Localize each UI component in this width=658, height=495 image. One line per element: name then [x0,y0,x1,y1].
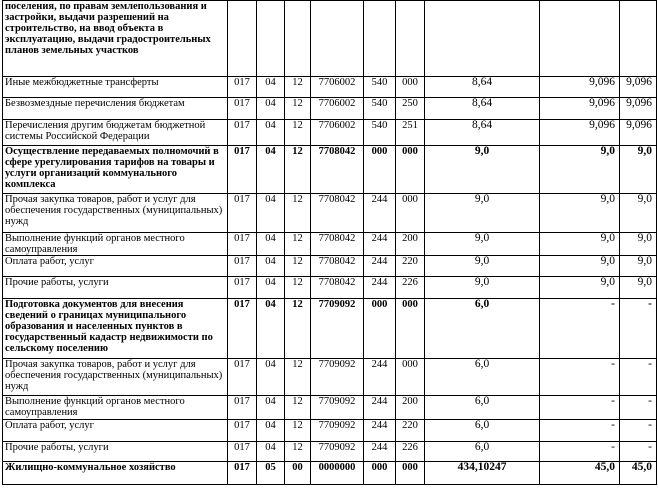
section-code: 04 [257,233,285,256]
expense-type-code: 000 [364,462,396,485]
expense-type-code: 244 [364,396,396,420]
subsection-code: 12 [285,77,311,98]
admin-code: 017 [228,359,257,396]
subsection-code: 12 [285,396,311,420]
row-name: Оплата работ, услуг [3,420,228,442]
table-row [3,299,657,359]
amount-year-3: 9,096 [620,77,657,98]
admin-code: 017 [228,146,257,194]
target-article-code: 0000000 [311,462,364,485]
expense-type-code [364,1,396,77]
table-row [3,146,657,194]
row-name: Подготовка документов для внесения сведений о границах муниципального образования и населенных пунктов в государственный кадастр недвижимости по сельскому поселению [3,299,228,359]
amount-year-2: 9,096 [540,77,620,98]
section-code: 04 [257,194,285,233]
table-row [3,420,657,442]
target-article-code: 7708042 [311,277,364,299]
row-name: Прочая закупка товаров, работ и услуг для обеспечения государственных (муниципальных) нужд [3,359,228,396]
expense-type-code: 244 [364,277,396,299]
amount-year-3: 9,0 [620,256,657,277]
table-row [3,462,657,485]
row-name: Осуществление передаваемых полномочий в сфере урегулирования тарифов на товары и услуги организаций коммунального комплекса [3,146,228,194]
row-name: Жилищно-коммунальное хозяйство [3,462,228,485]
target-article-code: 7706002 [311,98,364,120]
amount-year-3: 45,0 [620,462,657,485]
section-code: 04 [257,120,285,146]
table-row [3,1,657,77]
section-code: 04 [257,359,285,396]
amount-year-1: 9,0 [425,233,540,256]
subsection-code: 12 [285,299,311,359]
admin-code: 017 [228,98,257,120]
row-name: Оплата работ, услуг [3,256,228,277]
section-code: 04 [257,396,285,420]
admin-code: 017 [228,277,257,299]
amount-year-2: 9,0 [540,146,620,194]
admin-code: 017 [228,120,257,146]
kosgu-code: 000 [396,462,425,485]
target-article-code: 7708042 [311,194,364,233]
table-row [3,77,657,98]
subsection-code [285,1,311,77]
amount-year-2: 45,0 [540,462,620,485]
amount-year-3: 9,0 [620,233,657,256]
amount-year-2: - [540,359,620,396]
target-article-code: 7709092 [311,299,364,359]
amount-year-2: 9,0 [540,277,620,299]
subsection-code: 12 [285,146,311,194]
expense-type-code: 244 [364,233,396,256]
target-article-code: 7709092 [311,396,364,420]
admin-code: 017 [228,462,257,485]
kosgu-code: 220 [396,420,425,442]
table-row [3,359,657,396]
expense-type-code: 244 [364,359,396,396]
amount-year-3: 9,0 [620,277,657,299]
amount-year-1: 6,0 [425,299,540,359]
kosgu-code: 200 [396,233,425,256]
amount-year-1: 6,0 [425,359,540,396]
admin-code: 017 [228,396,257,420]
amount-year-2: - [540,420,620,442]
amount-year-2: 9,0 [540,194,620,233]
expense-type-code: 540 [364,120,396,146]
section-code [257,1,285,77]
amount-year-1: 8,64 [425,120,540,146]
section-code: 04 [257,277,285,299]
row-name: Выполнение функций органов местного самоуправления [3,396,228,420]
kosgu-code: 251 [396,120,425,146]
amount-year-1 [425,1,540,77]
amount-year-1: 8,64 [425,77,540,98]
expense-type-code: 244 [364,442,396,462]
kosgu-code: 000 [396,146,425,194]
section-code: 04 [257,77,285,98]
amount-year-1: 9,0 [425,194,540,233]
row-name: Выполнение функций органов местного самоуправления [3,233,228,256]
amount-year-3: - [620,359,657,396]
amount-year-2: 9,0 [540,233,620,256]
row-name: Прочая закупка товаров, работ и услуг для обеспечения государственных (муниципальных) нужд [3,194,228,233]
amount-year-1: 434,10247 [425,462,540,485]
amount-year-3: - [620,396,657,420]
target-article-code: 7706002 [311,77,364,98]
kosgu-code: 250 [396,98,425,120]
target-article-code: 7709092 [311,420,364,442]
amount-year-2 [540,1,620,77]
row-name: поселения, по правам землепользования и застройки, выдачи разрешений на строительство, на ввод объекта в эксплуатацию, выдачи градостроительных планов земельных участков [3,1,228,77]
kosgu-code: 220 [396,256,425,277]
amount-year-1: 9,0 [425,277,540,299]
amount-year-1: 9,0 [425,146,540,194]
amount-year-1: 6,0 [425,396,540,420]
expense-type-code: 540 [364,77,396,98]
expense-type-code: 244 [364,194,396,233]
amount-year-3: 9,0 [620,146,657,194]
amount-year-2: 9,096 [540,120,620,146]
row-name: Перечисления другим бюджетам бюджетной системы Российской Федерации [3,120,228,146]
kosgu-code: 000 [396,299,425,359]
amount-year-3: 9,096 [620,98,657,120]
target-article-code: 7706002 [311,120,364,146]
admin-code: 017 [228,299,257,359]
subsection-code: 12 [285,194,311,233]
target-article-code: 7709092 [311,359,364,396]
table-row [3,194,657,233]
amount-year-3 [620,1,657,77]
amount-year-1: 6,0 [425,420,540,442]
admin-code: 017 [228,233,257,256]
subsection-code: 12 [285,98,311,120]
subsection-code: 12 [285,359,311,396]
section-code: 04 [257,146,285,194]
target-article-code: 7708042 [311,256,364,277]
admin-code: 017 [228,442,257,462]
amount-year-2: - [540,396,620,420]
kosgu-code: 000 [396,194,425,233]
table-row [3,120,657,146]
table-row [3,277,657,299]
section-code: 04 [257,299,285,359]
amount-year-1: 6,0 [425,442,540,462]
subsection-code: 12 [285,420,311,442]
row-name: Безвозмездные перечисления бюджетам [3,98,228,120]
row-name: Прочие работы, услуги [3,277,228,299]
kosgu-code: 226 [396,277,425,299]
section-code: 04 [257,98,285,120]
amount-year-3: 9,096 [620,120,657,146]
budget-table [2,0,657,485]
admin-code: 017 [228,420,257,442]
table-row [3,98,657,120]
table-row [3,442,657,462]
target-article-code: 7709092 [311,442,364,462]
kosgu-code [396,1,425,77]
subsection-code: 12 [285,233,311,256]
section-code: 05 [257,462,285,485]
table-row [3,233,657,256]
kosgu-code: 226 [396,442,425,462]
amount-year-3: - [620,299,657,359]
target-article-code: 7708042 [311,233,364,256]
table-row [3,256,657,277]
target-article-code [311,1,364,77]
subsection-code: 12 [285,256,311,277]
kosgu-code: 000 [396,77,425,98]
amount-year-3: - [620,420,657,442]
table-row [3,396,657,420]
expense-type-code: 540 [364,98,396,120]
target-article-code: 7708042 [311,146,364,194]
row-name: Прочие работы, услуги [3,442,228,462]
amount-year-3: 9,0 [620,194,657,233]
subsection-code: 12 [285,277,311,299]
expense-type-code: 244 [364,420,396,442]
section-code: 04 [257,420,285,442]
admin-code [228,1,257,77]
amount-year-1: 8,64 [425,98,540,120]
subsection-code: 12 [285,442,311,462]
section-code: 04 [257,442,285,462]
amount-year-2: 9,096 [540,98,620,120]
amount-year-1: 9,0 [425,256,540,277]
expense-type-code: 000 [364,299,396,359]
kosgu-code: 000 [396,359,425,396]
subsection-code: 00 [285,462,311,485]
admin-code: 017 [228,256,257,277]
amount-year-2: 9,0 [540,256,620,277]
amount-year-2: - [540,299,620,359]
section-code: 04 [257,256,285,277]
expense-type-code: 244 [364,256,396,277]
amount-year-3: - [620,442,657,462]
expense-type-code: 000 [364,146,396,194]
admin-code: 017 [228,77,257,98]
kosgu-code: 200 [396,396,425,420]
amount-year-2: - [540,442,620,462]
row-name: Иные межбюджетные трансферты [3,77,228,98]
subsection-code: 12 [285,120,311,146]
admin-code: 017 [228,194,257,233]
